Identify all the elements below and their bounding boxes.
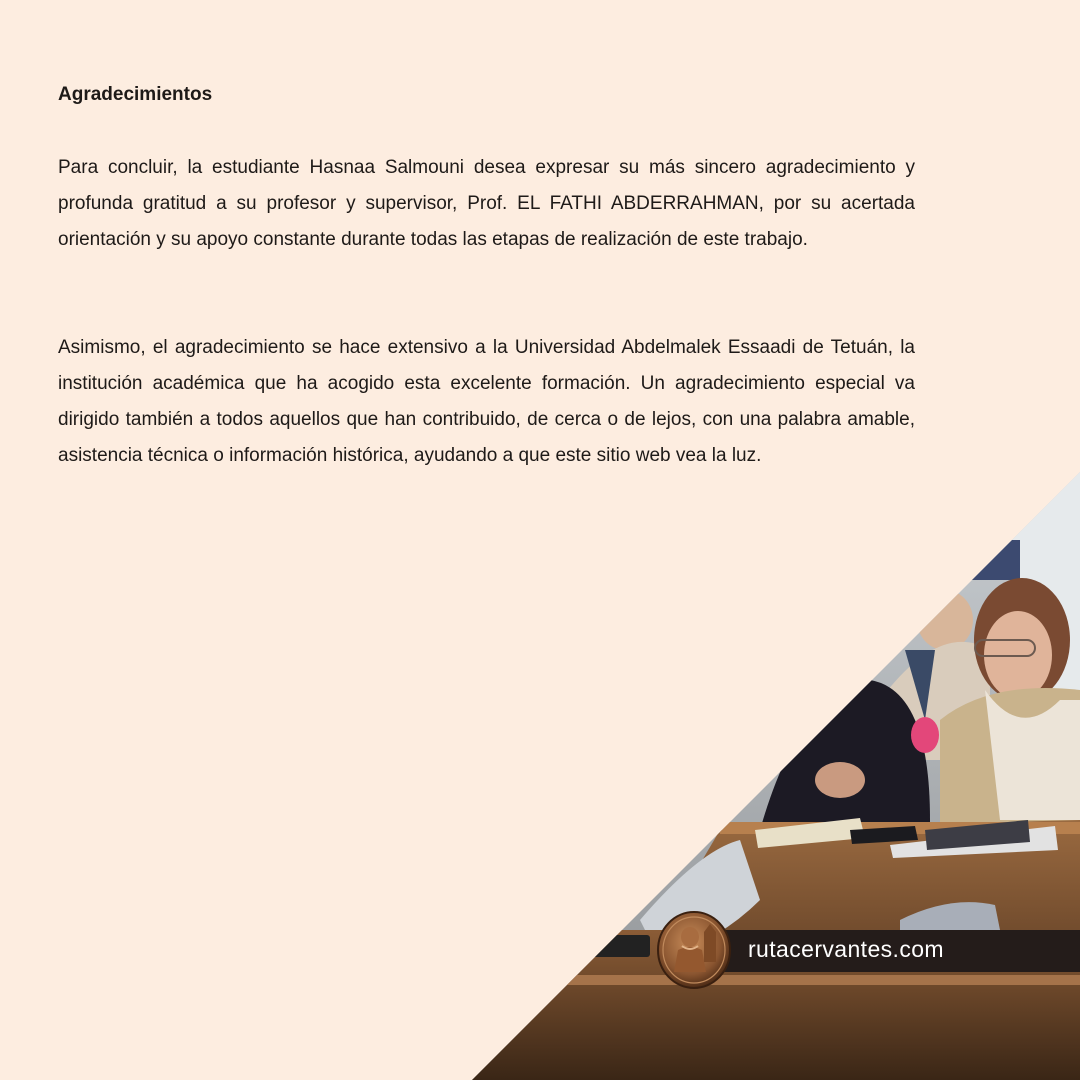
- cervantes-medallion-icon: [656, 910, 732, 990]
- paragraph-supervisor-thanks: Para concluir, la estudiante Hasnaa Salmouni desea expresar su más sincero agradecimiento y profunda gratitud a su profesor y supervisor, Prof. EL FATHI ABDERRAHMAN, por su acertada orientación y su apoyo constante durante todas las etapas de realización de este trabajo.: [58, 157, 915, 250]
- site-url[interactable]: rutacervantes.com: [748, 936, 944, 962]
- page-title: Agradecimientos: [58, 84, 213, 105]
- paragraph-university-thanks: Asimismo, el agradecimiento se hace extensivo a la Universidad Abdelmalek Essaadi de Tetuán, la institución académica que ha acogido esta excelente formación. Un agradecimiento especial va dirigido también a todos aquellos que han contribuido, de cerca o de lejos, con una palabra amable, asistencia técnica o información histórica, ayudando a que este sitio web vea la luz.: [58, 337, 915, 466]
